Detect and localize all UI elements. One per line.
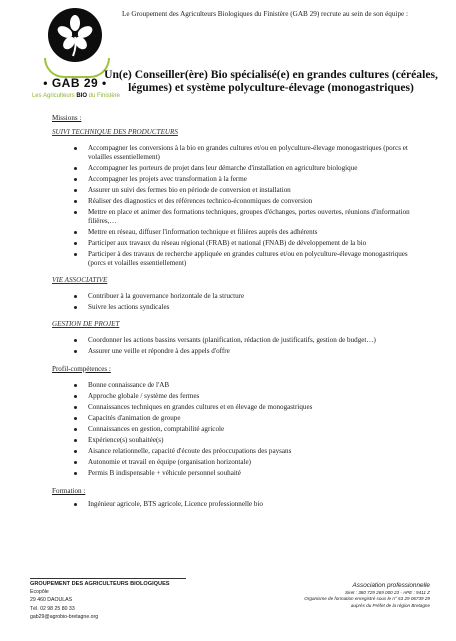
list-item: Bonne connaissance de l'AB [52, 381, 424, 390]
list-item: Suivre les actions syndicales [52, 303, 424, 312]
footer-email: gab29@agrobio-bretagne.org [30, 613, 99, 620]
list-item: Permis B indispensable + véhicule personnel souhaité [52, 469, 424, 478]
list-item: Accompagner les projets avec transformation à la ferme [52, 175, 424, 184]
logo-name: • GAB 29 • [43, 76, 107, 90]
list-item: Participer aux travaux du réseau régional (FRAB) et national (FNAB) de développement de la bio [52, 239, 424, 248]
logo-emblem [48, 8, 102, 62]
gestion-list [52, 336, 424, 356]
list-item: Accompagner les conversions à la bio en grandes cultures et/ou en polyculture-élevage monogastriques (porcs et volailles essentiellement) [52, 144, 424, 162]
section-heading: VIE ASSOCIATIVE [52, 276, 108, 284]
list-item: Approche globale / système des fermes [52, 392, 424, 401]
missions-heading: Missions : [52, 114, 82, 122]
suivi-list [52, 144, 424, 268]
list-item: Connaissances techniques en grandes cultures et en élevage de monogastriques [52, 403, 424, 412]
list-item: Connaissances en gestion, comptabilité agricole [52, 425, 424, 434]
list-item: Capacités d'animation de groupe [52, 414, 424, 423]
logo-subtitle: Les Agriculteurs BIO du Finistère [31, 93, 121, 99]
offer-content [52, 114, 424, 511]
list-item: Mettre en place et animer des formations techniques, groupes d'échanges, portes ouvertes, réunions d'information filières,… [52, 208, 424, 226]
list-item: Participer à des travaux de recherche appliquée en grandes cultures et/ou en polyculture-élevage monogastriques (porcs et volailles essentiellement) [52, 250, 424, 268]
footer-prefet: auprès du Préfet de la région Bretagne [350, 602, 430, 608]
job-title: Un(e) Conseiller(ère) Bio spécialisé(e) en grandes cultures (céréales, légumes) et système polyculture-élevage (monogastriques) [104, 68, 438, 94]
list-item: Contribuer à la gouvernance horizontale de la structure [52, 292, 424, 301]
list-item: Mettre en réseau, diffuser l'information technique et filières auprès des adhérents [52, 228, 424, 237]
vie-list [52, 292, 424, 312]
footer-phone: Tél. 02 98 25 80 33 [30, 605, 75, 612]
section-heading: GESTION DE PROJET [52, 320, 120, 328]
footer-siret: Siret : 380 729 269 000 23 - APE : 9411 Z [344, 590, 430, 595]
list-item: Aisance relationnelle, capacité d'écoute des préoccupations des paysans [52, 447, 424, 456]
profile-list [52, 381, 424, 478]
list-item: Autonomie et travail en équipe (organisation horizontale) [52, 458, 424, 467]
list-item: Accompagner les porteurs de projet dans leur démarche d'installation en agriculture biologique [52, 164, 424, 173]
list-item: Réaliser des diagnostics et des références technico-économiques de conversion [52, 197, 424, 206]
gab29-logo [30, 6, 120, 118]
footer-training-org: Organisme de formation enregistré sous le n° 53 29 06739 29 [304, 596, 430, 602]
formation-list [52, 500, 424, 509]
footer-assoc: Association professionnelle [352, 582, 430, 589]
list-item: Ingénieur agricole, BTS agricole, Licence professionnelle bio [52, 500, 424, 509]
footer-line: Ecopôle [30, 589, 49, 596]
intro-text: Le Groupement des Agriculteurs Biologiques du Finistère (GAB 29) recrute au sein de son équipe : [122, 10, 409, 18]
section-heading: SUIVI TECHNIQUE DES PRODUCTEURS [52, 128, 178, 136]
list-item: Assurer un suivi des fermes bio en période de conversion et installation [52, 186, 424, 195]
list-item: Assurer une veille et répondre à des appels d'offre [52, 347, 424, 356]
list-item: Expérience(s) souhaitée(s) [52, 436, 424, 445]
flower-icon [48, 8, 102, 62]
footer-legal [220, 581, 430, 609]
footer-address [30, 580, 250, 621]
footer-line: 29 460 DAOULAS [30, 597, 73, 604]
footer-divider [30, 578, 186, 579]
footer-org-name: GROUPEMENT DES AGRICULTEURS BIOLOGIQUES [30, 581, 170, 587]
profile-heading: Profil-compétences : [52, 365, 111, 373]
list-item: Coordonner les actions bassins versants (planification, rédaction de justificatifs, gestion de budget…) [52, 336, 424, 345]
formation-heading: Formation : [52, 487, 86, 495]
